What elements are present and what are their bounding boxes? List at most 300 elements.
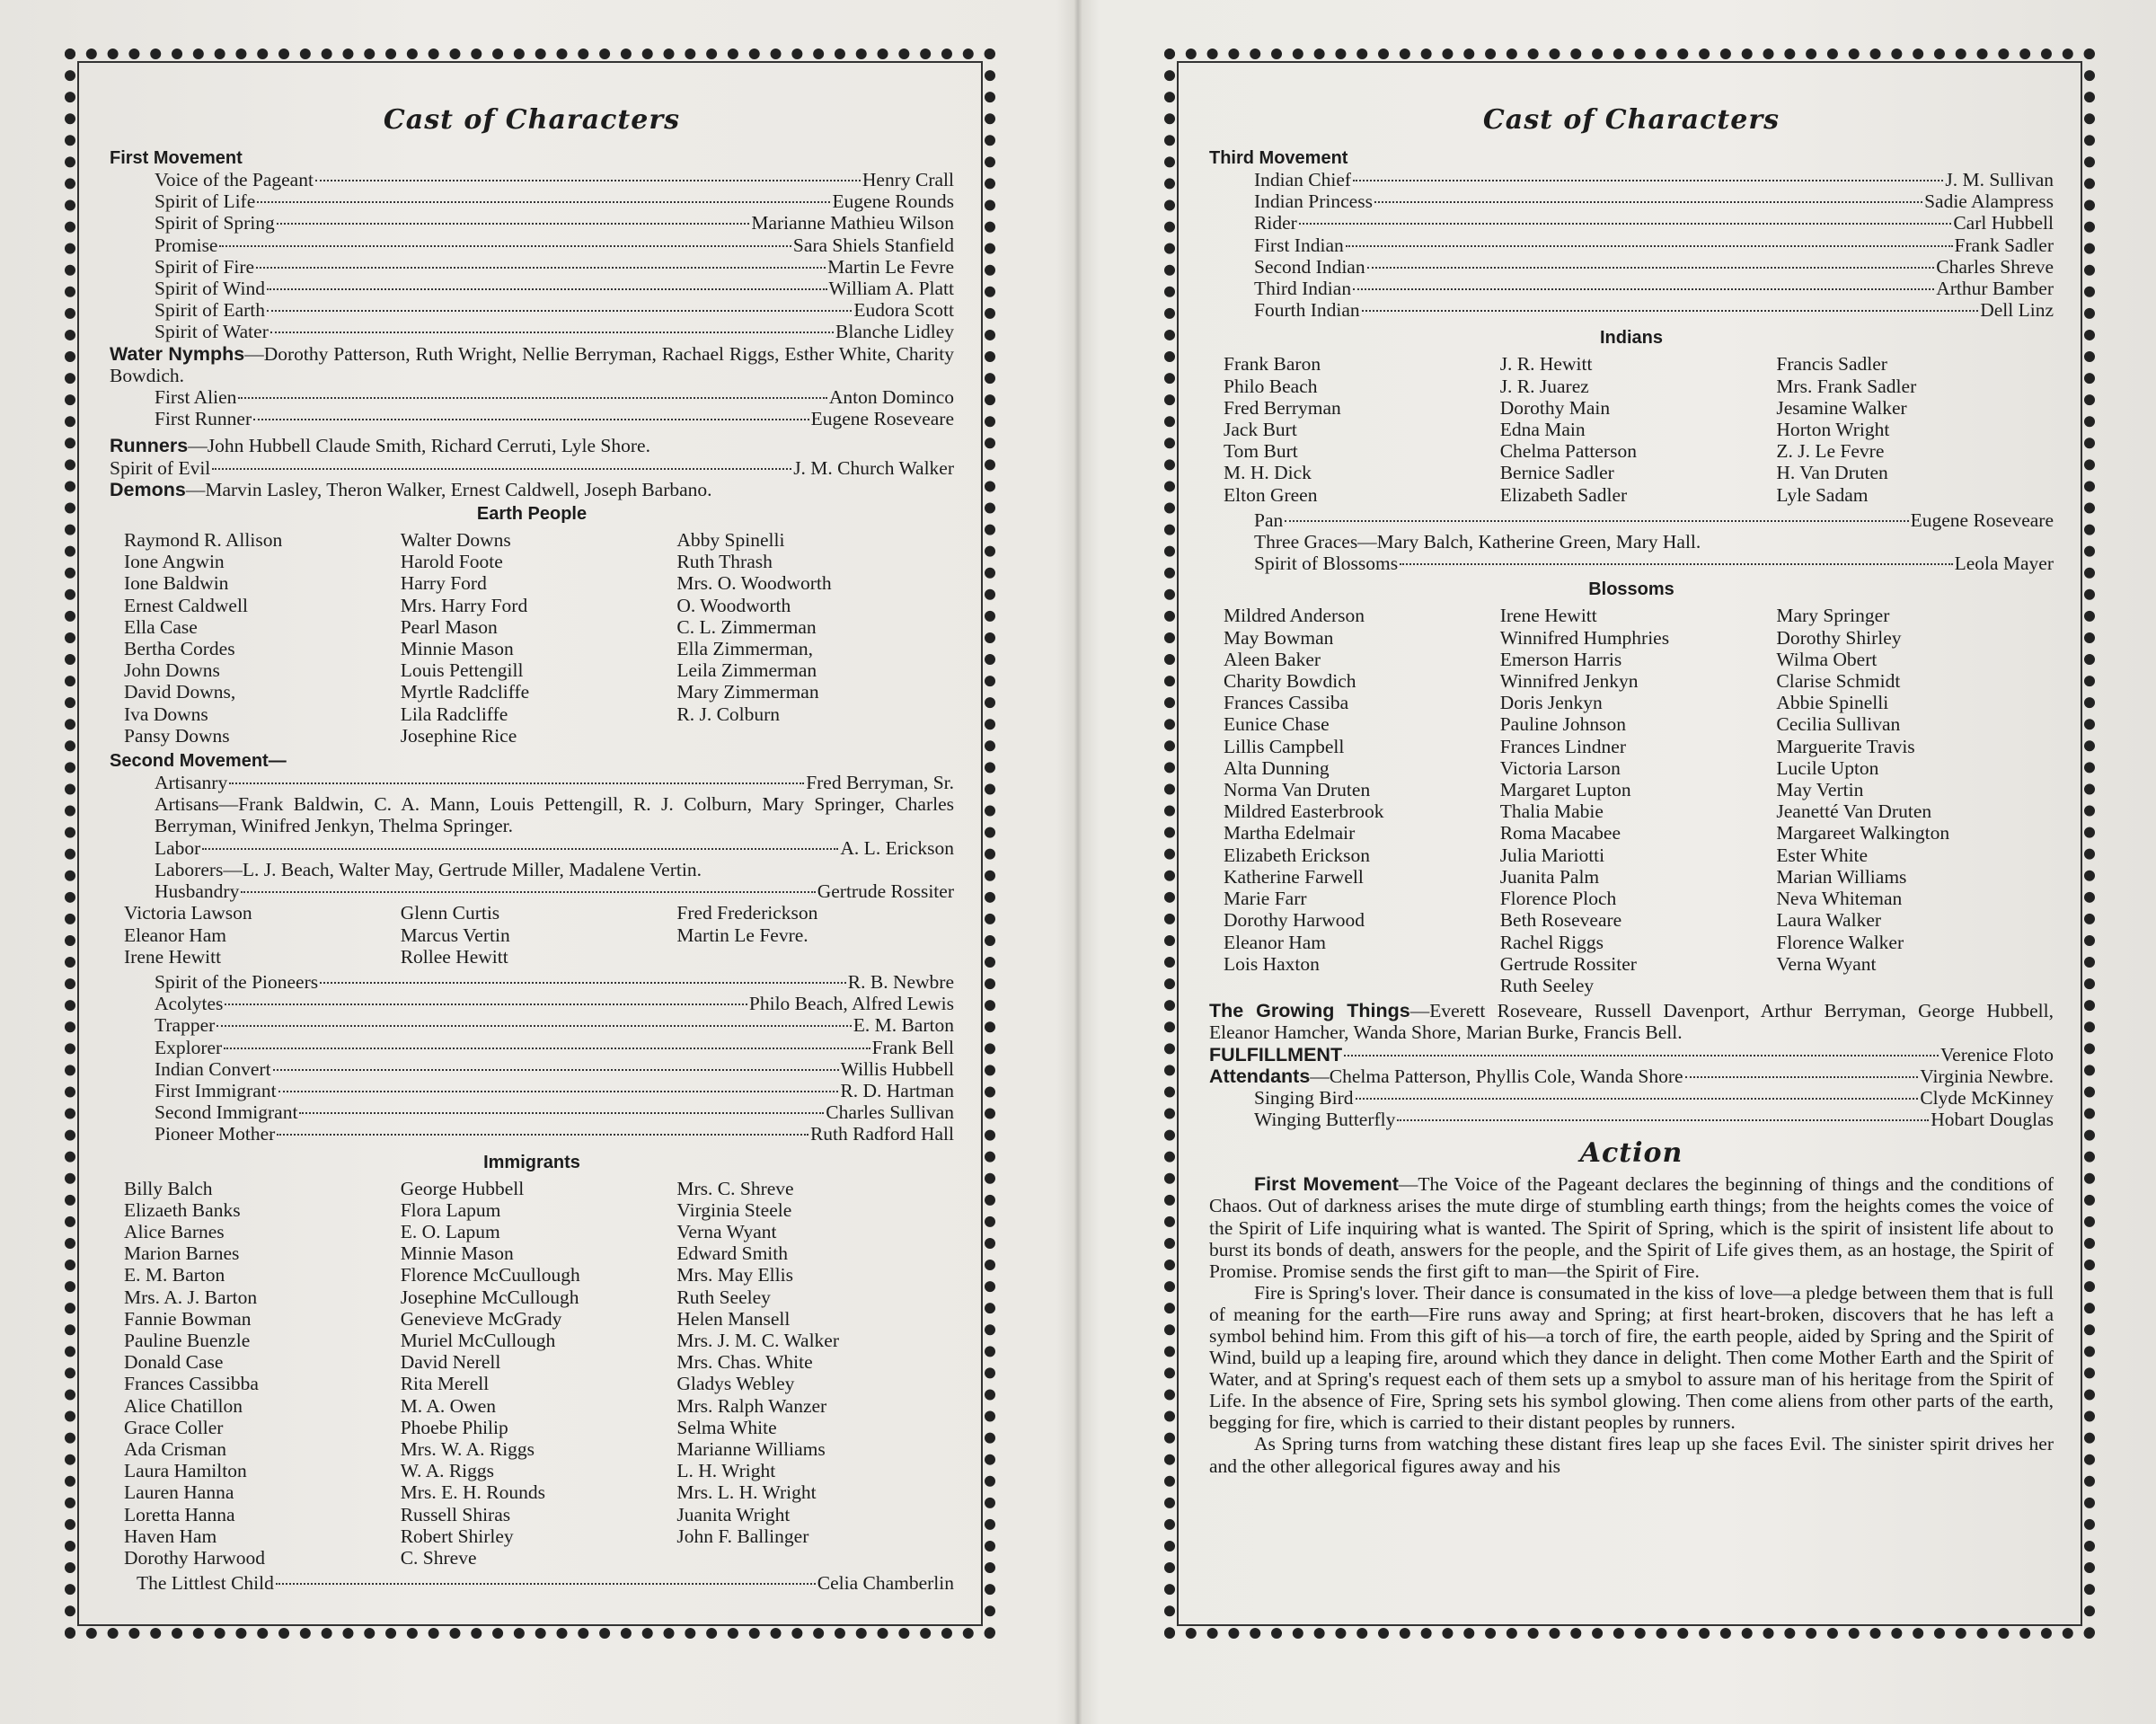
actor-name: Eugene Rounds bbox=[832, 190, 954, 213]
actor-name: Anton Dominco bbox=[828, 386, 954, 409]
leader-dots bbox=[273, 1068, 839, 1071]
role-row bbox=[110, 169, 954, 190]
leader-dots bbox=[320, 981, 846, 984]
role-row bbox=[110, 190, 954, 212]
role-row bbox=[1209, 509, 2054, 531]
cast-member: J. R. Hewitt bbox=[1499, 353, 1593, 376]
cast-member: Billy Balch bbox=[124, 1177, 213, 1199]
husbandry-list bbox=[124, 902, 954, 968]
role-name: Indian Princess bbox=[1254, 190, 1373, 213]
cast-member: Clarise Schmidt bbox=[1776, 670, 1901, 693]
cast-member: Gladys Webley bbox=[676, 1373, 795, 1395]
cast-member: E. O. Lapum bbox=[400, 1220, 500, 1242]
husbandry-column-2 bbox=[401, 902, 677, 968]
leader-dots bbox=[315, 179, 861, 181]
leader-dots bbox=[241, 890, 815, 893]
cast-member: Mrs. L. H. Wright bbox=[676, 1481, 817, 1504]
leader-dots bbox=[1299, 222, 1952, 225]
actor-name: Eugene Roseveare bbox=[1910, 508, 2054, 531]
cast-member: Abbie Spinelli bbox=[1776, 692, 1889, 714]
cast-member: Charity Bowdich bbox=[1224, 670, 1356, 693]
cast-member: Rita Merell bbox=[400, 1373, 490, 1395]
actor-name: Sara Shiels Stanfield bbox=[792, 234, 954, 256]
cast-member: Mrs. E. H. Rounds bbox=[400, 1481, 545, 1504]
cast-member: Flora Lapum bbox=[400, 1198, 501, 1221]
leader-dots bbox=[1344, 1054, 1939, 1057]
cast-member: Winnifred Jenkyn bbox=[1499, 670, 1639, 693]
cast-member: Selma White bbox=[676, 1416, 777, 1438]
cast-member: Mildred Anderson bbox=[1224, 605, 1365, 627]
role-row bbox=[110, 1101, 954, 1123]
actor-name: Willis Hubbell bbox=[840, 1057, 954, 1080]
cast-member: Russell Shiras bbox=[400, 1503, 511, 1525]
actor-name: Dell Linz bbox=[1980, 299, 2054, 322]
cast-member: Ella Zimmerman, bbox=[676, 638, 814, 660]
cast-member: M. A. Owen bbox=[400, 1394, 496, 1417]
role-name: Acolytes bbox=[155, 993, 224, 1015]
actor-name: R. B. Newbre bbox=[847, 970, 954, 993]
cast-member: Dorothy Harwood bbox=[1224, 909, 1365, 932]
role-name: Promise bbox=[155, 234, 218, 256]
cast-member: Elton Green bbox=[1224, 483, 1318, 506]
actor-name: Ruth Radford Hall bbox=[809, 1123, 954, 1145]
action-text-1: —The Voice of the Pageant declares the beginning of things and the conditions of Chaos. Out of darkness arises the mute dirge of stumbling earth things; from the heights comes the voice of the Spirit of Life inquiring what is wanted. The Spirit of Spring, which is the spirit of insistent life about to burst its bonds of death, answers for the people, and the Spirit of Life gives them, as an hostage, the Spirit of Promise. Promise sends the first gift to man—the Spirit of Fire. bbox=[1209, 1173, 2054, 1282]
left-page bbox=[65, 49, 995, 1639]
cast-member: W. A. Riggs bbox=[400, 1460, 495, 1482]
cast-member: Ione Angwin bbox=[124, 551, 225, 573]
cast-member: Pearl Mason bbox=[400, 615, 498, 638]
actor-name: A. L. Erickson bbox=[840, 836, 954, 859]
action-paragraph-2: Fire is Spring's lover. Their dance is consumated in the kiss of love—a pledge between them that is full of meaning for the earth—Fire runs away and Spring; at first heart-broken, discovers that he has left a symbol behind him. From this gift of his—a torch of fire, the earth people, aided by Spring and the Spirit of Wind, build up a leaping fire, around which they dance in delight. Then come Mother Earth and the Spirit of Water, and at Spring's request each of them sets up a smybol to assure man of his heritage from the Spirit of Life. In the absence of Fire, Spring sets his symbol glowing. Then come aliens from other parts of the earth, begging for fire, which is carried to their distant peoples by runners. bbox=[1209, 1281, 2054, 1434]
cast-member: L. H. Wright bbox=[676, 1460, 776, 1482]
leader-dots bbox=[238, 396, 826, 399]
actor-name: Arthur Bamber bbox=[1936, 278, 2054, 300]
actor-name: Martin Le Fevre bbox=[827, 255, 954, 278]
indians-column-2 bbox=[1500, 353, 1777, 505]
leader-dots bbox=[1346, 244, 1953, 247]
cast-member: Victoria Larson bbox=[1499, 756, 1621, 779]
cast-member: Mrs. J. M. C. Walker bbox=[676, 1329, 839, 1351]
actor-name: Eugene Roseveare bbox=[810, 408, 954, 430]
leader-dots bbox=[212, 467, 791, 470]
third-movement-roles bbox=[1209, 169, 2054, 321]
immigrants-column-2 bbox=[401, 1178, 677, 1569]
immigrants-list bbox=[124, 1178, 954, 1569]
leader-dots bbox=[1362, 309, 1979, 312]
cast-member: Juanita Palm bbox=[1499, 865, 1600, 888]
cast-member: Irene Hewitt bbox=[1499, 605, 1597, 627]
leader-dots bbox=[1367, 266, 1935, 269]
cast-member: Florence Ploch bbox=[1499, 888, 1617, 910]
indians-column-1 bbox=[1224, 353, 1500, 505]
section-third-movement: Third Movement bbox=[1209, 148, 1348, 168]
role-row bbox=[1209, 234, 2054, 256]
action-paragraph-3: As Spring turns from watching these distant fires leap up she faces Evil. The sinister spirit drives her and the other allegorical figures away and his bbox=[1209, 1433, 2054, 1477]
cast-member: Josephine Rice bbox=[400, 724, 517, 747]
page-heading: Cast of Characters bbox=[1482, 104, 1780, 136]
role-name: Spirit of Evil bbox=[110, 456, 211, 479]
section-earth-people: Earth People bbox=[476, 504, 588, 525]
role-row bbox=[1209, 1065, 2054, 1087]
husbandry-column-3 bbox=[676, 902, 953, 968]
three-graces: Three Graces—Mary Balch, Katherine Green, Mary Hall. bbox=[1254, 531, 1701, 553]
role-name: Spirit of Spring bbox=[155, 212, 275, 234]
actor-name: Leola Mayer bbox=[1954, 553, 2054, 575]
cast-member: Philo Beach bbox=[1224, 375, 1318, 397]
cast-member: Ester White bbox=[1776, 844, 1869, 866]
growing-things-names: —Everett Roseveare, Russell Davenport, Arthur Berryman, George Hubbell, Eleanor Hamcher, Wanda Shore, Marian Burke, Francis Bell. bbox=[1209, 1000, 2054, 1044]
cast-member: Elizabeth Erickson bbox=[1224, 844, 1370, 866]
role-name: Spirit of Earth bbox=[155, 299, 266, 322]
cast-member: Mrs. Frank Sadler bbox=[1776, 375, 1917, 397]
cast-member: Eleanor Ham bbox=[124, 924, 227, 946]
action-label: First Movement bbox=[1254, 1173, 1399, 1196]
leader-dots bbox=[256, 266, 826, 269]
cast-member: Margaret Lupton bbox=[1499, 779, 1631, 801]
role-row bbox=[110, 993, 954, 1014]
role-name: First Alien bbox=[155, 386, 237, 409]
cast-member: Cecilia Sullivan bbox=[1776, 713, 1901, 736]
role-name: Spirit of Wind bbox=[155, 278, 265, 300]
cast-member: Muriel McCullough bbox=[400, 1329, 556, 1351]
actor-name: Philo Beach, Alfred Lewis bbox=[748, 993, 954, 1015]
cast-member: Norma Van Druten bbox=[1224, 779, 1371, 801]
cast-member: H. Van Druten bbox=[1776, 462, 1888, 484]
role-name: First Runner bbox=[155, 408, 252, 430]
role-row bbox=[110, 457, 954, 479]
role-name: Spirit of Water bbox=[155, 321, 269, 343]
role-name: Winging Butterfly bbox=[1254, 1109, 1396, 1131]
cast-member: Laura Hamilton bbox=[124, 1460, 247, 1482]
actor-name: Marianne Mathieu Wilson bbox=[751, 212, 954, 234]
role-name: Indian Chief bbox=[1254, 169, 1352, 190]
cast-member: Emerson Harris bbox=[1499, 648, 1622, 670]
role-row bbox=[1209, 256, 2054, 278]
actor-name: William A. Platt bbox=[828, 278, 954, 300]
leader-dots bbox=[277, 1133, 808, 1136]
cast-member: Mrs. C. Shreve bbox=[676, 1177, 794, 1199]
first-movement-roles bbox=[110, 169, 954, 343]
cast-member: Mary Springer bbox=[1776, 605, 1890, 627]
cast-member: J. R. Juarez bbox=[1499, 375, 1589, 397]
cast-member: Dorothy Shirley bbox=[1776, 626, 1902, 649]
leader-dots bbox=[219, 244, 791, 247]
cast-member: Abby Spinelli bbox=[676, 529, 785, 552]
cast-member: M. H. Dick bbox=[1224, 462, 1312, 484]
cast-member: Harold Foote bbox=[400, 551, 503, 573]
role-row bbox=[110, 1572, 954, 1594]
cast-member: Tom Burt bbox=[1224, 440, 1298, 463]
section-indians: Indians bbox=[1599, 328, 1663, 349]
actor-name: Gertrude Rossiter bbox=[817, 880, 954, 903]
cast-member: Katherine Farwell bbox=[1224, 865, 1364, 888]
cast-member: Lois Haxton bbox=[1224, 952, 1320, 975]
cast-member: Helen Mansell bbox=[676, 1307, 791, 1330]
cast-member: Neva Whiteman bbox=[1776, 888, 1903, 910]
cast-member: Ada Crisman bbox=[124, 1437, 227, 1460]
cast-member: Julia Mariotti bbox=[1499, 844, 1605, 866]
cast-member: Wilma Obert bbox=[1776, 648, 1878, 670]
cast-member: John Downs bbox=[124, 659, 220, 682]
role-name: Fourth Indian bbox=[1254, 299, 1360, 322]
cast-member: John F. Ballinger bbox=[676, 1525, 809, 1547]
role-name: Spirit of the Pioneers bbox=[155, 970, 319, 993]
role-row bbox=[110, 321, 954, 342]
cast-member: Pansy Downs bbox=[124, 724, 230, 747]
cast-member: Pauline Johnson bbox=[1499, 713, 1627, 736]
cast-member: Raymond R. Allison bbox=[124, 529, 283, 552]
actor-name: J. M. Church Walker bbox=[793, 456, 954, 479]
role-name: Third Indian bbox=[1254, 278, 1352, 300]
role-name: Indian Convert bbox=[155, 1057, 271, 1080]
role-name: Pioneer Mother bbox=[155, 1123, 276, 1145]
cast-member: C. Shreve bbox=[400, 1546, 477, 1569]
attendants-names: —Chelma Patterson, Phyllis Cole, Wanda Shore bbox=[1310, 1065, 1683, 1087]
actor-name: Henry Crall bbox=[862, 169, 954, 190]
cast-member: Horton Wright bbox=[1776, 419, 1890, 441]
cast-member: Elizabeth Sadler bbox=[1499, 483, 1628, 506]
actor-name: Eudora Scott bbox=[853, 299, 954, 322]
second-movement-roles bbox=[110, 971, 954, 1145]
role-name: Second Indian bbox=[1254, 255, 1365, 278]
leader-dots bbox=[267, 309, 852, 312]
cast-member: Z. J. Le Fevre bbox=[1776, 440, 1885, 463]
role-row bbox=[1209, 190, 2054, 212]
leader-dots bbox=[267, 287, 827, 290]
right-page-content bbox=[1209, 95, 2054, 1603]
cast-member: Thalia Mabie bbox=[1499, 800, 1604, 823]
demons-names: —Marvin Lasley, Theron Walker, Ernest Caldwell, Joseph Barbano. bbox=[185, 478, 712, 500]
cast-member: Genevieve McGrady bbox=[400, 1307, 562, 1330]
cast-member: Mrs. Harry Ford bbox=[400, 594, 528, 616]
indians-list bbox=[1224, 353, 2054, 505]
section-second-movement: Second Movement— bbox=[110, 751, 287, 772]
leader-dots bbox=[299, 1111, 824, 1114]
runners-names: —John Hubbell Claude Smith, Richard Cerruti, Lyle Shore. bbox=[188, 435, 650, 457]
cast-member: Lucile Upton bbox=[1776, 756, 1879, 779]
leader-dots bbox=[1397, 1118, 1929, 1121]
water-nymphs-names: —Dorothy Patterson, Ruth Wright, Nellie Berryman, Rachael Riggs, Esther White, Charity Bowdich. bbox=[110, 342, 955, 386]
cast-member: Ruth Seeley bbox=[676, 1286, 771, 1308]
cast-member: Eleanor Ham bbox=[1224, 931, 1327, 953]
indians-column-3 bbox=[1776, 353, 2053, 505]
role-row bbox=[1209, 299, 2054, 321]
right-page bbox=[1164, 49, 2095, 1639]
role-row bbox=[110, 1058, 954, 1080]
role-name: FULFILLMENT bbox=[1209, 1043, 1343, 1065]
role-name: Trapper bbox=[155, 1014, 216, 1037]
role-row bbox=[110, 1037, 954, 1058]
cast-member: Edna Main bbox=[1499, 419, 1586, 441]
actor-name: Blanche Lidley bbox=[835, 321, 954, 343]
earth-people-list bbox=[124, 529, 954, 747]
cast-member: Loretta Hanna bbox=[124, 1503, 235, 1525]
demons-label: Demons bbox=[110, 478, 186, 500]
role-name: First Immigrant bbox=[155, 1079, 277, 1101]
cast-member: C. L. Zimmerman bbox=[676, 615, 817, 638]
cast-member: Doris Jenkyn bbox=[1499, 692, 1603, 714]
cast-member: Mrs. O. Woodworth bbox=[676, 572, 832, 595]
leader-dots bbox=[1685, 1075, 1919, 1078]
leader-dots bbox=[202, 847, 838, 850]
role-row bbox=[110, 772, 954, 793]
cast-member: Dorothy Main bbox=[1499, 396, 1611, 419]
cast-member: Florence Walker bbox=[1776, 931, 1904, 953]
actor-name: Clyde McKinney bbox=[1920, 1086, 2054, 1109]
leader-dots bbox=[1353, 287, 1934, 290]
cast-member: Jesamine Walker bbox=[1776, 396, 1907, 419]
section-blossoms: Blossoms bbox=[1588, 579, 1674, 600]
cast-member: Irene Hewitt bbox=[124, 945, 222, 968]
cast-member: Francis Sadler bbox=[1776, 353, 1887, 376]
cast-member: Mrs. Ralph Wanzer bbox=[676, 1394, 827, 1417]
actor-name: Verenice Floto bbox=[1940, 1043, 2054, 1065]
role-name: Second Immigrant bbox=[155, 1101, 298, 1124]
blossoms-column-3 bbox=[1776, 605, 2053, 996]
cast-member: Victoria Lawson bbox=[124, 902, 252, 924]
action-paragraph-1 bbox=[1209, 1173, 2054, 1281]
left-page-content bbox=[110, 95, 954, 1603]
cast-member: Elizaeth Banks bbox=[124, 1198, 241, 1221]
leader-dots bbox=[1374, 200, 1922, 203]
cast-member: Josephine McCullough bbox=[400, 1286, 579, 1308]
leader-dots bbox=[1353, 179, 1943, 181]
leader-dots bbox=[229, 782, 804, 784]
leader-dots bbox=[225, 1003, 747, 1005]
cast-member: Mary Zimmerman bbox=[676, 681, 819, 703]
artisans: Artisans—Frank Baldwin, C. A. Mann, Louis Pettengill, R. J. Colburn, Mary Springer, Charles Berryman, Winifred Jenkyn, Thelma Springer. bbox=[155, 793, 954, 837]
cast-member: Bernice Sadler bbox=[1499, 462, 1614, 484]
cast-member: Lauren Hanna bbox=[124, 1481, 234, 1504]
cast-member: Donald Case bbox=[124, 1351, 224, 1374]
section-first-movement: First Movement bbox=[110, 148, 243, 168]
cast-member: May Vertin bbox=[1776, 779, 1864, 801]
water-nymphs bbox=[110, 343, 954, 386]
cast-member: May Bowman bbox=[1224, 626, 1334, 649]
cast-member: Eunice Chase bbox=[1224, 713, 1330, 736]
cast-member: Marguerite Travis bbox=[1776, 735, 1915, 757]
cast-member: Marie Farr bbox=[1224, 888, 1307, 910]
role-row bbox=[1209, 169, 2054, 190]
cast-member: Marion Barnes bbox=[124, 1242, 240, 1265]
laborers: Laborers—L. J. Beach, Walter May, Gertrude Miller, Madalene Vertin. bbox=[155, 858, 702, 880]
water-nymphs-label: Water Nymphs bbox=[110, 342, 245, 365]
cast-member: Mrs. A. J. Barton bbox=[124, 1286, 258, 1308]
role-row bbox=[110, 1014, 954, 1036]
actor-name: Hobart Douglas bbox=[1931, 1109, 2054, 1131]
role-row bbox=[110, 278, 954, 299]
role-name: Pan bbox=[1254, 508, 1284, 531]
cast-member: Alice Barnes bbox=[124, 1220, 225, 1242]
cast-member: Frank Baron bbox=[1224, 353, 1321, 376]
cast-member: Ella Case bbox=[124, 615, 198, 638]
role-row bbox=[1209, 1044, 2054, 1065]
actor-name: R. D. Hartman bbox=[840, 1079, 954, 1101]
cast-member: Jeanetté Van Druten bbox=[1776, 800, 1932, 823]
cast-member: Alice Chatillon bbox=[124, 1394, 243, 1417]
cast-member: Marianne Williams bbox=[676, 1437, 826, 1460]
cast-member: Winnifred Humphries bbox=[1499, 626, 1670, 649]
cast-member: Myrtle Radcliffe bbox=[400, 681, 530, 703]
leader-dots bbox=[1356, 1097, 1919, 1100]
demons bbox=[110, 479, 954, 500]
role-name: Spirit of Blossoms bbox=[1254, 553, 1399, 575]
cast-member: O. Woodworth bbox=[676, 594, 791, 616]
cast-member: Marcus Vertin bbox=[400, 924, 510, 946]
cast-member: Gertrude Rossiter bbox=[1499, 952, 1637, 975]
cast-member: Rollee Hewitt bbox=[400, 945, 508, 968]
actor-name: Celia Chamberlin bbox=[817, 1572, 954, 1595]
role-name: Explorer bbox=[155, 1036, 223, 1058]
cast-member: Rachel Riggs bbox=[1499, 931, 1604, 953]
role-row bbox=[110, 299, 954, 321]
role-row bbox=[110, 1123, 954, 1145]
role-row bbox=[1209, 1109, 2054, 1130]
cast-member: Fannie Bowman bbox=[124, 1307, 252, 1330]
role-name: Spirit of Life bbox=[155, 190, 256, 213]
first-movement-roles-2 bbox=[110, 386, 954, 429]
actor-name: Charles Sullivan bbox=[826, 1101, 954, 1124]
cast-member: Laura Walker bbox=[1776, 909, 1882, 932]
cast-member: Grace Coller bbox=[124, 1416, 224, 1438]
cast-member: R. J. Colburn bbox=[676, 703, 781, 725]
growing-things-label: The Growing Things bbox=[1209, 1000, 1410, 1022]
center-fold bbox=[1074, 0, 1082, 1724]
role-name: Husbandry bbox=[155, 880, 240, 903]
cast-member: Robert Shirley bbox=[400, 1525, 514, 1547]
cast-member: Minnie Mason bbox=[400, 638, 514, 660]
leader-dots bbox=[277, 222, 750, 225]
actor-name: Fred Berryman, Sr. bbox=[806, 772, 954, 794]
cast-member: Ruth Seeley bbox=[1499, 974, 1595, 996]
cast-member: Fred Frederickson bbox=[676, 902, 818, 924]
role-name: Singing Bird bbox=[1254, 1086, 1354, 1109]
cast-member: Frances Lindner bbox=[1499, 735, 1626, 757]
role-name bbox=[1209, 1065, 1683, 1087]
cast-member: Ione Baldwin bbox=[124, 572, 229, 595]
cast-member: Chelma Patterson bbox=[1499, 440, 1637, 463]
runners-label: Runners bbox=[110, 435, 189, 457]
leader-dots bbox=[278, 1090, 839, 1092]
cast-member: David Nerell bbox=[400, 1351, 501, 1374]
actor-name: Frank Sadler bbox=[1954, 234, 2054, 256]
role-row bbox=[110, 386, 954, 408]
role-row bbox=[1209, 553, 2054, 574]
cast-member: Frances Cassiba bbox=[1224, 692, 1349, 714]
actor-name: Sadie Alampress bbox=[1924, 190, 2054, 213]
cast-member: Louis Pettengill bbox=[400, 659, 524, 682]
cast-member: Glenn Curtis bbox=[400, 902, 500, 924]
actor-name: Virginia Newbre. bbox=[1920, 1065, 2054, 1087]
earth-people-column-2 bbox=[401, 529, 677, 747]
cast-member: Lyle Sadam bbox=[1776, 483, 1869, 506]
cast-member: Phoebe Philip bbox=[400, 1416, 508, 1438]
cast-member: Juanita Wright bbox=[676, 1503, 791, 1525]
cast-member: Ernest Caldwell bbox=[124, 594, 248, 616]
cast-member: Virginia Steele bbox=[676, 1198, 792, 1221]
cast-member: Margareet Walkington bbox=[1776, 822, 1950, 844]
actor-name: Frank Bell bbox=[871, 1036, 954, 1058]
section-immigrants: Immigrants bbox=[483, 1152, 580, 1172]
leader-dots bbox=[253, 418, 809, 420]
cast-member: Minnie Mason bbox=[400, 1242, 514, 1265]
husbandry-column-1 bbox=[124, 902, 401, 968]
cast-member: Marian Williams bbox=[1776, 865, 1907, 888]
leader-dots bbox=[224, 1047, 870, 1049]
role-row bbox=[110, 971, 954, 993]
role-name: Artisanry bbox=[155, 772, 228, 794]
earth-people-column-1 bbox=[124, 529, 401, 747]
